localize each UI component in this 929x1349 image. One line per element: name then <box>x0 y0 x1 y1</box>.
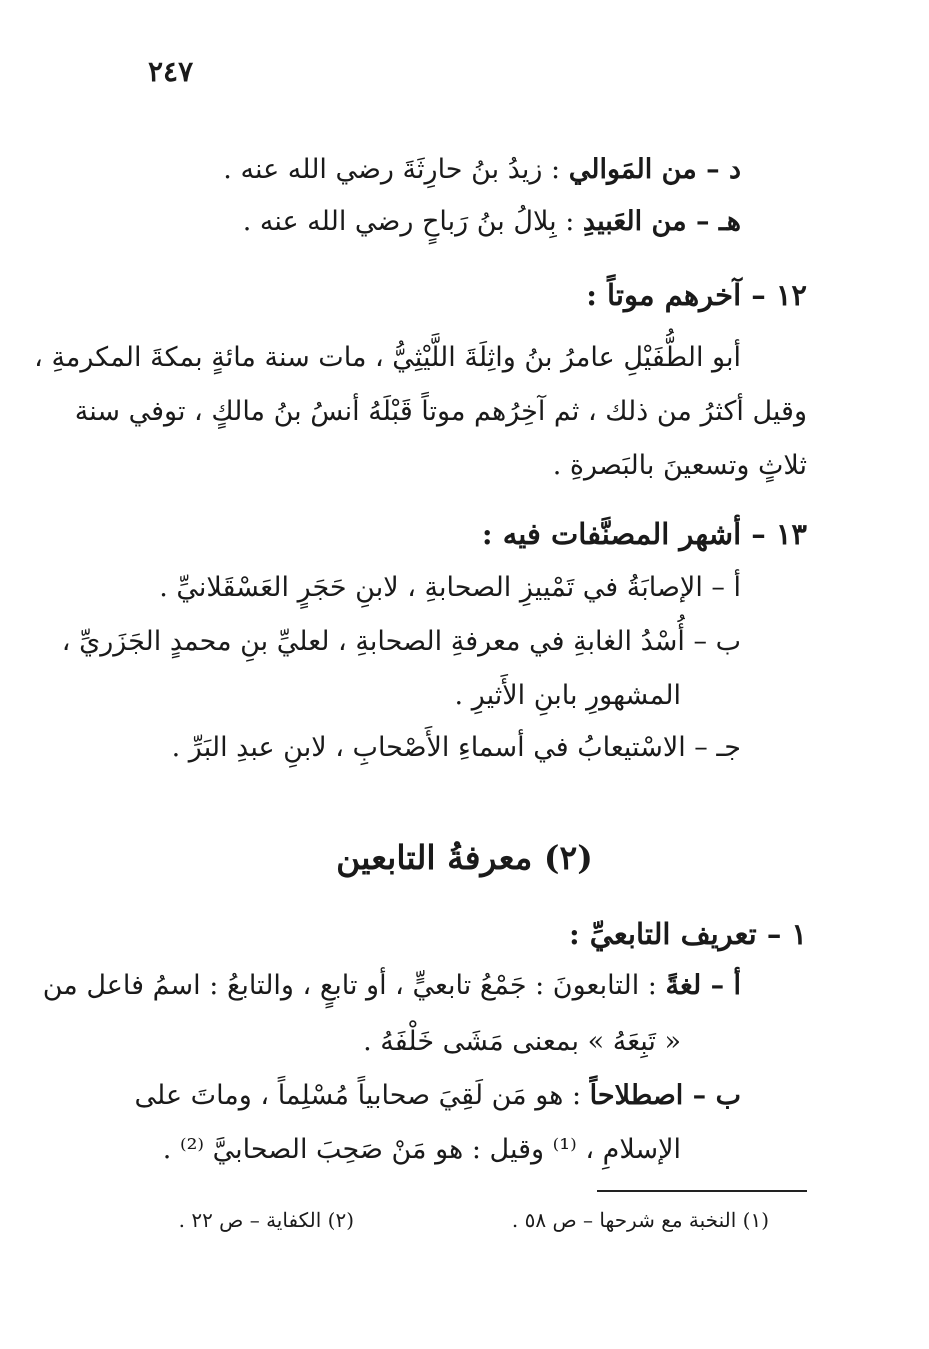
footnote-1: (١) النخبة مع شرحها – ص ٥٨ . <box>511 1208 769 1232</box>
section-1-heading: ١ – تعريف التابعيِّ : <box>568 917 807 951</box>
chapter-title: (٢) معرفةُ التابعين <box>336 838 593 877</box>
istilah-body: : هو مَن لَقِيَ صحابياً مُسْلِماً ، وماتَ على <box>134 1080 590 1111</box>
lugha-body: : التابعونَ : جَمْعُ تابعيٍّ ، أو تابعٍ ، والتابعُ : اسمُ فاعل من <box>42 970 666 1001</box>
lugha-head: أ – لغةً <box>665 970 741 1001</box>
para-12-line-3: ثلاثٍ وتسعينَ بالبَصرةِ . <box>552 450 807 481</box>
page-number: ٢٤٧ <box>148 55 194 88</box>
section-12-heading: ١٢ – آخرهم موتاً : <box>586 278 807 312</box>
lugha-line-1 <box>43 966 741 1006</box>
footnote-2: (٢) الكفاية – ص ٢٢ . <box>178 1208 354 1232</box>
line-d-body: : زيدُ بنُ حارِثَةَ رضي الله عنه . <box>223 154 569 185</box>
istilah-line-1 <box>135 1076 741 1116</box>
item-13-b-line-1: ب – أُسْدُ الغابةِ في معرفةِ الصحابةِ ، لعليِّ بنِ محمدٍ الجَزَريِّ ، <box>61 626 741 657</box>
line-d-head: د – من المَوالي <box>568 154 741 185</box>
item-13-b-line-2: المشهورِ بابنِ الأَثيرِ . <box>454 680 681 711</box>
item-13-a: أ – الإصابَةُ في تَمْييزِ الصحابةِ ، لابنِ حَجَرٍ العَسْقَلانيِّ . <box>159 572 741 603</box>
istilah-head: ب – اصطلاحاً <box>589 1080 741 1111</box>
para-12-line-2: وقيل أكثرُ من ذلك ، ثم آخِرُهم موتاً قَبْلَهُ أنسُ بنُ مالكٍ ، توفي سنة <box>74 396 807 427</box>
lugha-line-2: « تَبِعَهُ » بمعنى مَشَى خَلْفَهُ . <box>363 1026 681 1057</box>
para-12-line-1: أبو الطُّفَيْلِ عامرُ بنُ واثِلَةَ اللَّيْثِيُّ ، مات سنة مائةٍ بمكةَ المكرمةِ ، <box>34 342 741 373</box>
line-h <box>243 202 741 242</box>
item-13-j: جـ – الاسْتيعابُ في أسماءِ الأَصْحابِ ، لابنِ عبدِ البَرِّ . <box>171 732 741 763</box>
line-h-body: : بِلالُ بنُ رَباحٍ رضي الله عنه . <box>242 206 583 237</box>
istilah-line-2: الإسلامِ ، ⁽¹⁾ وقيل : هو مَنْ صَحِبَ الصحابيَّ ⁽²⁾ . <box>162 1134 681 1165</box>
section-13-heading: ١٣ – أشهر المصنَّفات فيه : <box>481 517 807 551</box>
line-h-head: هـ – من العَبيدِ <box>582 206 741 237</box>
footnote-divider <box>597 1190 807 1192</box>
line-d <box>223 150 741 190</box>
